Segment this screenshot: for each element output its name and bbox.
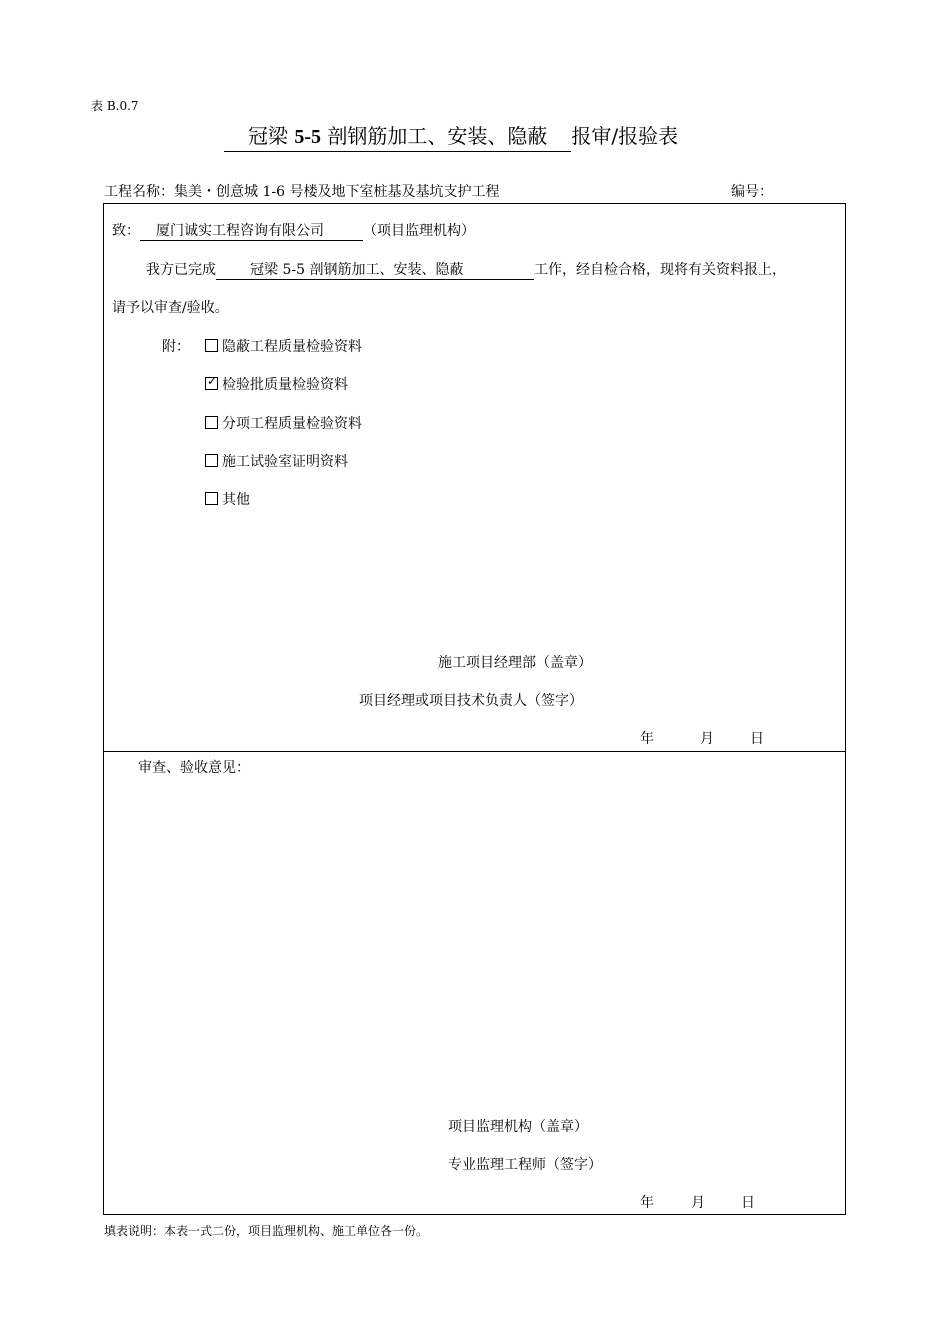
statement-suffix: 工作，经自检合格，现将有关资料报上， xyxy=(534,262,786,278)
addressee-org[interactable]: 厦门诚实工程咨询有限公司 xyxy=(140,223,363,241)
project-name: 工程名称：集美・创意城 1-6 号楼及地下室桩基及基坑支护工程 xyxy=(104,184,500,200)
attachment-label: 检验批质量检验资料 xyxy=(222,377,348,393)
supervisor-year-label: 年 xyxy=(640,1195,654,1211)
section-divider xyxy=(104,751,845,752)
contractor-day-label: 日 xyxy=(750,731,764,747)
contractor-year-label: 年 xyxy=(640,731,654,747)
supervisor-sign-label: 专业监理工程师（签字） xyxy=(448,1157,602,1173)
contractor-month-label: 月 xyxy=(700,731,714,747)
form-title xyxy=(224,120,678,152)
contractor-stamp-label: 施工项目经理部（盖章） xyxy=(438,655,592,671)
checked-checkbox-icon[interactable] xyxy=(205,377,218,390)
supervisor-stamp-label: 项目监理机构（盖章） xyxy=(448,1119,588,1135)
supervisor-month-label: 月 xyxy=(691,1195,705,1211)
checkbox-icon[interactable] xyxy=(205,492,218,505)
attachment-label: 施工试验室证明资料 xyxy=(222,454,348,470)
attachment-item xyxy=(205,374,348,394)
form-number: 表 B.0.7 xyxy=(91,99,139,113)
review-opinion-label: 审查、验收意见： xyxy=(138,760,250,776)
supervisor-day-label: 日 xyxy=(741,1195,755,1211)
title-section-number: 5-5 xyxy=(294,126,322,148)
completed-work-field[interactable]: 冠梁 5-5 剖钢筋加工、安装、隐蔽 xyxy=(216,262,534,280)
statement-line-1 xyxy=(146,259,786,280)
attachment-item xyxy=(205,336,362,356)
addressee-line xyxy=(112,220,475,241)
addressee-suffix: （项目监理机构） xyxy=(363,223,475,239)
attachment-label: 分项工程质量检验资料 xyxy=(222,416,362,432)
statement-line-2: 请予以审查/验收。 xyxy=(112,300,229,316)
statement-prefix: 我方已完成 xyxy=(146,262,216,278)
serial-number-label: 编号： xyxy=(731,184,773,200)
attachment-item xyxy=(205,489,250,509)
title-prefix: 冠梁 xyxy=(248,124,295,148)
checkbox-icon[interactable] xyxy=(205,416,218,429)
attachment-item xyxy=(205,451,348,471)
attachment-label: 其他 xyxy=(222,492,250,508)
attachment-item xyxy=(205,413,362,433)
title-underlined xyxy=(224,120,571,152)
contractor-sign-label: 项目经理或项目技术负责人（签字） xyxy=(359,693,583,709)
checkbox-icon[interactable] xyxy=(205,339,218,352)
footer-note: 填表说明：本表一式二份，项目监理机构、施工单位各一份。 xyxy=(104,1224,429,1238)
addressee-prefix: 致： xyxy=(112,223,140,239)
title-tail: 报审/报验表 xyxy=(571,124,679,148)
attachments-label: 附： xyxy=(162,339,190,355)
checkbox-icon[interactable] xyxy=(205,454,218,467)
attachment-label: 隐蔽工程质量检验资料 xyxy=(222,339,362,355)
title-work-item: 剖钢筋加工、安装、隐蔽 xyxy=(321,124,548,148)
